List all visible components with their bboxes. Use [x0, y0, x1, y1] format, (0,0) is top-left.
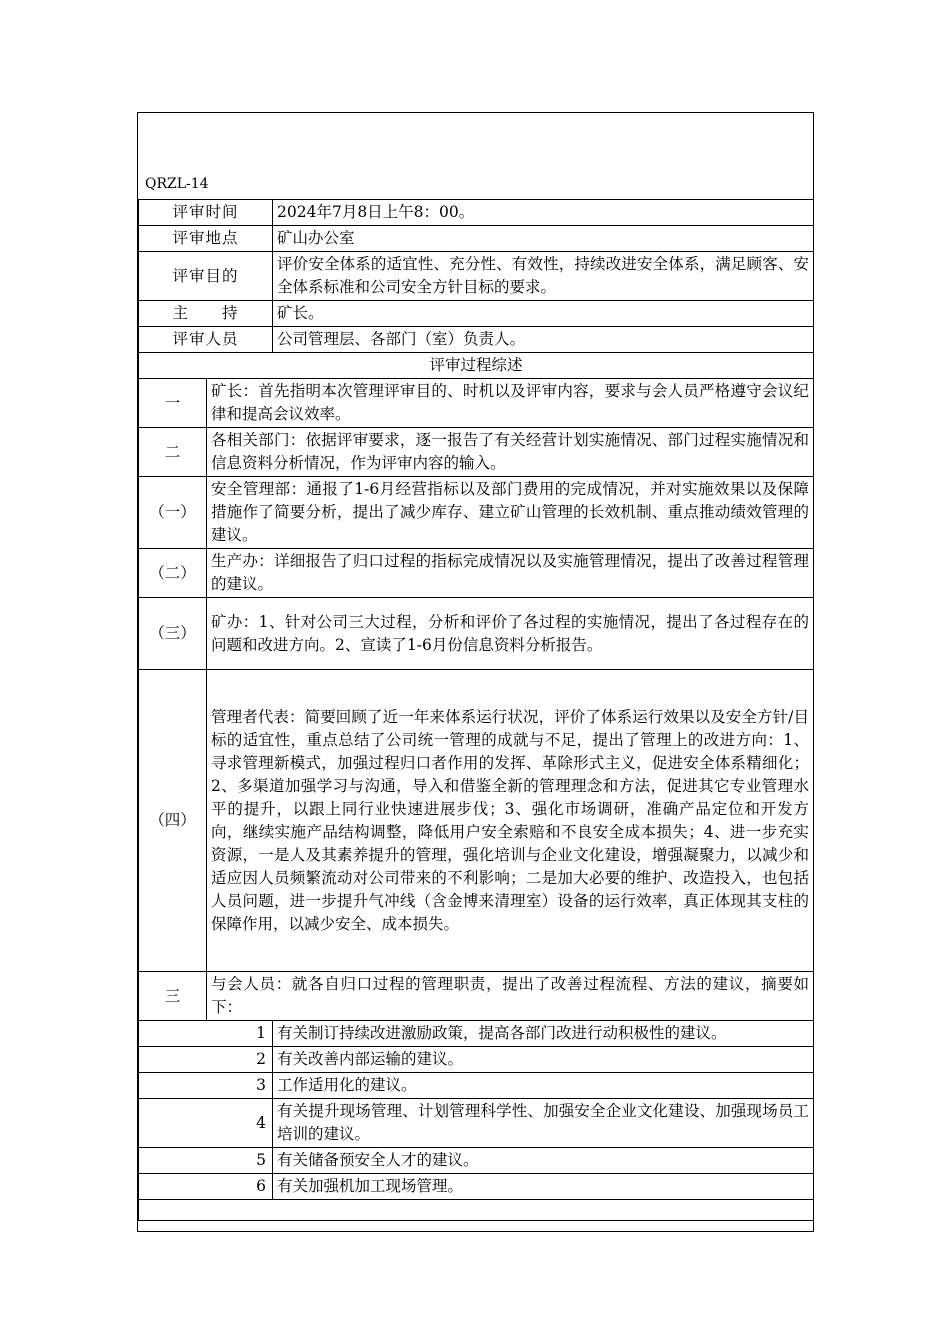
host-value: 矿长。	[273, 301, 814, 327]
row-time	[139, 200, 814, 226]
process-text: 安全管理部：通报了1-6月经营指标以及部门费用的完成情况，并对实施效果以及保障措施作了简要分析，提出了减少库存、建立矿山管理的长效机制、重点推动绩效管理的建议。	[207, 477, 814, 549]
suggestion-number: 1	[139, 1021, 273, 1047]
suggestion-row	[139, 1021, 814, 1047]
time-label: 评审时间	[139, 200, 273, 226]
process-text: 各相关部门：依据评审要求，逐一报告了有关经营计划实施情况、部门过程实施情况和信息资料分析情况，作为评审内容的输入。	[207, 428, 814, 477]
suggestion-text: 有关提升现场管理、计划管理科学性、加强安全企业文化建设、加强现场员工培训的建议。	[273, 1099, 814, 1148]
row-host	[139, 301, 814, 327]
review-table	[138, 199, 814, 1221]
suggestion-number: 5	[139, 1148, 273, 1174]
suggestion-row	[139, 1073, 814, 1099]
suggestion-text: 有关储备预安全人才的建议。	[273, 1148, 814, 1174]
suggestion-row	[139, 1099, 814, 1148]
suggestion-number: 3	[139, 1073, 273, 1099]
purpose-label: 评审目的	[139, 252, 273, 301]
suggestion-text: 有关制订持续改进激励政策，提高各部门改进行动积极性的建议。	[273, 1021, 814, 1047]
process-text: 管理者代表：简要回顾了近一年来体系运行状况，评价了体系运行效果以及安全方针/目标的适宜性，重点总结了公司统一管理的成就与不足，提出了管理上的改进方向：1、寻求管理新模式，加强过程归口者作用的发挥、革除形式主义，促进安全体系精细化；2、多渠道加强学习与沟通，导入和借鉴全新的管理理念和方法，促进其它专业管理水平的提升，以跟上同行业快速进展步伐；3、强化市场调研，准确产品定位和开发方向，继续实施产品结构调整，降低用户安全索赔和不良安全成本损失；4、进一步充实资源，一是人及其素养提升的管理，强化培训与企业文化建设，增强凝聚力，以减少和适应因人员频繁流动对公司带来的不利影响；二是加大必要的维护、改造投入，也包括人员问题，进一步提升气冲线（含金博来清理室）设备的运行效率，真正体现其支柱的保障作用，以减少安全、成本损失。	[207, 670, 814, 972]
suggestion-number: 4	[139, 1099, 273, 1148]
empty-row	[139, 1200, 814, 1221]
process-key: 三	[139, 972, 207, 1021]
process-row	[139, 549, 814, 598]
process-row	[139, 477, 814, 549]
suggestion-text: 工作适用化的建议。	[273, 1073, 814, 1099]
process-key: （一）	[139, 477, 207, 549]
suggestion-number: 2	[139, 1047, 273, 1073]
process-text: 矿办：1、针对公司三大过程，分析和评价了各过程的实施情况，提出了各过程存在的问题和改进方向。2、宣读了1-6月份信息资料分析报告。	[207, 598, 814, 670]
process-row	[139, 428, 814, 477]
row-place	[139, 226, 814, 252]
process-key: （二）	[139, 549, 207, 598]
row-purpose	[139, 252, 814, 301]
process-key: （三）	[139, 598, 207, 670]
process-key: （四）	[139, 670, 207, 972]
suggestion-text: 有关改善内部运输的建议。	[273, 1047, 814, 1073]
suggestion-row	[139, 1047, 814, 1073]
section-title: 评审过程综述	[139, 353, 814, 379]
form-code: QRZL-14	[145, 176, 209, 192]
process-row	[139, 598, 814, 670]
process-row	[139, 670, 814, 972]
suggestion-row	[139, 1174, 814, 1200]
process-text: 矿长：首先指明本次管理评审目的、时机以及评审内容，要求与会人员严格遵守会议纪律和提高会议效率。	[207, 379, 814, 428]
row-section-title	[139, 353, 814, 379]
suggestion-row	[139, 1148, 814, 1174]
process-text: 生产办：详细报告了归口过程的指标完成情况以及实施管理情况，提出了改善过程管理的建议。	[207, 549, 814, 598]
row-staff	[139, 327, 814, 353]
process-row	[139, 972, 814, 1021]
staff-label: 评审人员	[139, 327, 273, 353]
process-key: 二	[139, 428, 207, 477]
purpose-value: 评价安全体系的适宜性、充分性、有效性，持续改进安全体系，满足顾客、安全体系标准和公司安全方针目标的要求。	[273, 252, 814, 301]
staff-value: 公司管理层、各部门（室）负责人。	[273, 327, 814, 353]
process-text: 与会人员：就各自归口过程的管理职责，提出了改善过程流程、方法的建议，摘要如下：	[207, 972, 814, 1021]
host-label: 主 持	[139, 301, 273, 327]
suggestion-text: 有关加强机加工现场管理。	[273, 1174, 814, 1200]
time-value: 2024年7月8日上午8：00。	[273, 200, 814, 226]
place-value: 矿山办公室	[273, 226, 814, 252]
process-row	[139, 379, 814, 428]
process-key: 一	[139, 379, 207, 428]
suggestion-number: 6	[139, 1174, 273, 1200]
form-page	[137, 112, 814, 1232]
place-label: 评审地点	[139, 226, 273, 252]
